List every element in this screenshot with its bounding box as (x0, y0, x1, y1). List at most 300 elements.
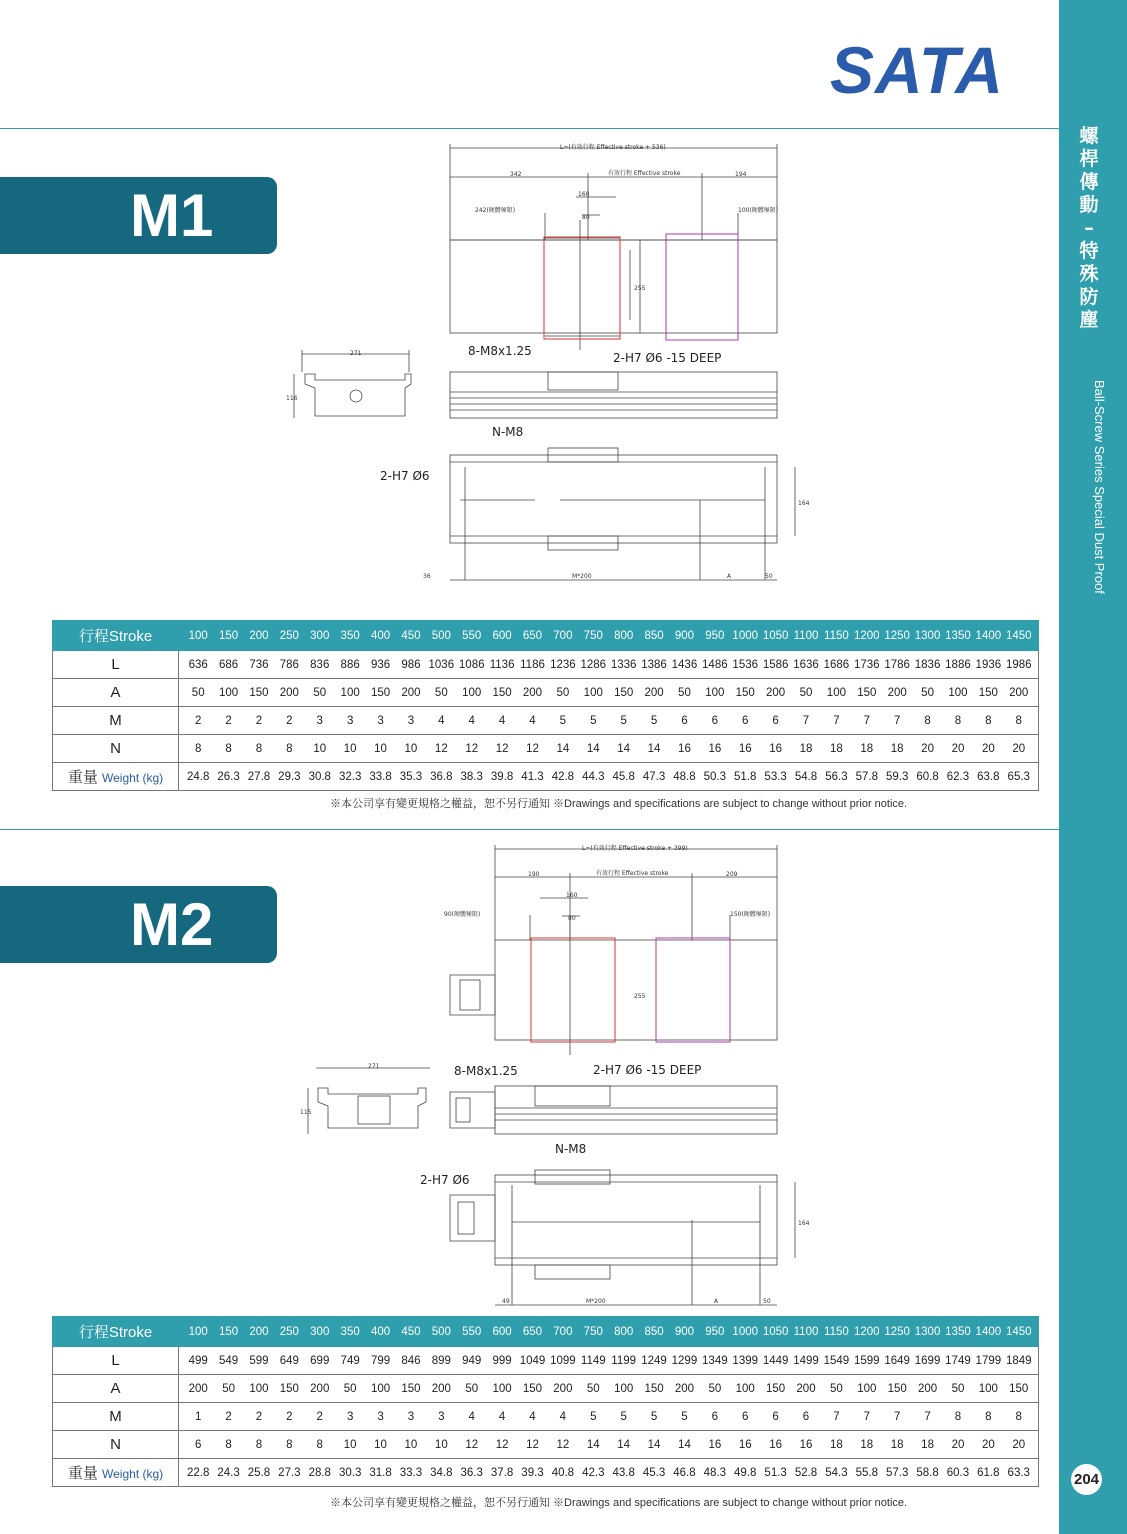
table-row (53, 1431, 1039, 1459)
table-cell: 846 (401, 1354, 421, 1367)
table-cell: 1586 (762, 658, 789, 671)
table-cell: 16 (738, 742, 752, 755)
table-cell: 950 (705, 1325, 725, 1338)
table-cell: 7 (863, 714, 870, 727)
table-cell: 150 (249, 686, 269, 699)
table-cell: 53.3 (764, 770, 787, 783)
table-cell: 8 (255, 742, 263, 755)
dim-80: 80 (582, 214, 590, 221)
table-cell: 1 (194, 1410, 202, 1423)
table-cell: 52.8 (794, 1466, 818, 1479)
table-cell: 30.3 (338, 1466, 362, 1479)
table-row (53, 679, 1039, 707)
dim-50: 50 (765, 573, 773, 580)
row-label: N (53, 735, 179, 763)
table-cell: 200 (188, 1382, 208, 1395)
table-cell: 750 (583, 1325, 603, 1338)
page-number: 204 (1071, 1464, 1102, 1495)
dim-80: 80 (568, 915, 576, 922)
table-cell: 50 (343, 1382, 357, 1395)
table-cell: 5 (590, 1410, 597, 1423)
table-cell: 4 (438, 714, 445, 727)
row-values (183, 1383, 1034, 1395)
table-cell: 18 (860, 742, 874, 755)
dim-stroke-label: 有效行程 Effective stroke (608, 170, 681, 177)
table-cell: 100 (462, 686, 482, 699)
table-cell: 1636 (793, 658, 819, 671)
table-cell: 1450 (1005, 629, 1032, 642)
table-cell: 4 (529, 714, 536, 727)
table-cell: 200 (431, 1382, 451, 1395)
table-cell: 20 (981, 1438, 995, 1451)
dim-255: 255 (634, 285, 646, 292)
table-cell: 1100 (793, 629, 819, 642)
sidebar-char: 防 (1079, 286, 1099, 308)
table-cell: 350 (340, 1325, 360, 1338)
table-cell: 150 (401, 1382, 421, 1395)
m1-spec-table (52, 620, 1039, 791)
m2-spec-table (52, 1316, 1039, 1487)
table-cell: 1236 (550, 658, 576, 671)
table-cell: 1300 (914, 629, 941, 642)
row-values (183, 715, 1034, 727)
table-cell: 150 (279, 1382, 299, 1395)
table-cell: 12 (434, 742, 448, 755)
table-cell: 20 (921, 742, 934, 755)
row-label: L (53, 1347, 179, 1375)
table-cell: 63.8 (977, 770, 1000, 783)
table-cell: 499 (188, 1354, 208, 1367)
table-cell: 6 (742, 1410, 749, 1423)
table-cell: 100 (978, 1382, 998, 1395)
table-cell: 6 (802, 1410, 810, 1423)
table-cell: 12 (526, 1438, 539, 1451)
table-cell: 3 (346, 1410, 354, 1423)
row-label: M (53, 707, 179, 735)
table-cell: 8 (954, 714, 962, 727)
table-cell: 18 (860, 1438, 874, 1451)
table-cell: 50 (434, 686, 448, 699)
table-cell: 1200 (853, 629, 880, 642)
table-cell: 50 (708, 1382, 722, 1395)
table-cell: 16 (769, 742, 783, 755)
table-cell: 55.8 (855, 1466, 878, 1479)
table-cell: 39.8 (490, 770, 514, 783)
table-cell: 100 (188, 1325, 208, 1338)
table-row (53, 1459, 1039, 1487)
table-cell: 50 (799, 686, 813, 699)
dim-90: 90(硬體極限) (444, 911, 481, 918)
table-cell: 1099 (550, 1354, 576, 1367)
table-cell: 10 (374, 742, 387, 755)
table-cell: 18 (830, 742, 843, 755)
table-cell: 6 (194, 1438, 202, 1451)
table-cell: 1399 (732, 1354, 759, 1367)
table-cell: 6 (711, 1410, 719, 1423)
table-cell: 1449 (762, 1354, 789, 1367)
table-cell: 800 (614, 629, 634, 642)
callout-n-m8: N-M8 (492, 425, 524, 439)
table-cell: 200 (279, 686, 299, 699)
dim-150: 150(硬體極限) (730, 911, 771, 918)
table-cell: 8 (924, 714, 931, 727)
table-cell: 14 (647, 1438, 661, 1451)
table-cell: 5 (650, 714, 658, 727)
table-header-row (53, 621, 1039, 651)
table-cell: 28.8 (308, 1466, 331, 1479)
table-cell: 5 (620, 1410, 627, 1423)
dim-164: 164 (798, 500, 810, 507)
disclaimer-note: ※本公司享有變更規格之權益，恕不另行通知 ※Drawings and specifications are subject to change without prior notice. (330, 1497, 908, 1509)
table-cell: 8 (1015, 1410, 1022, 1423)
table-cell: 18 (799, 742, 813, 755)
table-cell: 51.8 (734, 770, 757, 783)
dim-m200: M*200 (572, 573, 592, 580)
sidebar (1059, 0, 1127, 1534)
table-cell: 8 (194, 742, 202, 755)
section-divider (0, 829, 1059, 830)
row-values (183, 1355, 1034, 1367)
table-cell: 54.8 (794, 770, 818, 783)
table-cell: 49.8 (734, 1466, 757, 1479)
table-cell: 1150 (824, 629, 849, 642)
table-cell: 1136 (489, 658, 515, 671)
table-cell: 7 (893, 1410, 901, 1423)
sidebar-char: – (1084, 217, 1094, 239)
table-cell: 50 (830, 1382, 843, 1395)
table-cell: 1149 (580, 1354, 606, 1367)
table-cell: 100 (826, 686, 846, 699)
table-cell: 60.3 (946, 1466, 970, 1479)
table-cell: 1736 (853, 658, 880, 671)
table-cell: 59.3 (885, 770, 909, 783)
table-cell: 2 (286, 714, 293, 727)
table-cell: 400 (370, 1325, 391, 1338)
table-cell: 1336 (610, 658, 637, 671)
sidebar-char: 螺 (1079, 125, 1099, 147)
table-cell: 4 (468, 1410, 475, 1423)
table-cell: 400 (370, 629, 391, 642)
table-cell: 63.3 (1007, 1466, 1030, 1479)
table-cell: 24.3 (217, 1466, 240, 1479)
table-cell: 1299 (671, 1354, 698, 1367)
table-cell: 150 (766, 1382, 786, 1395)
table-cell: 1486 (702, 658, 728, 671)
dim-190: 190 (528, 871, 540, 878)
table-cell: 10 (404, 1438, 418, 1451)
table-cell: 300 (310, 1325, 330, 1338)
table-cell: 200 (766, 686, 786, 699)
table-cell: 7 (863, 1410, 870, 1423)
table-cell: 36.8 (430, 770, 453, 783)
table-cell: 42.3 (582, 1466, 605, 1479)
table-cell: 700 (553, 1325, 573, 1338)
table-cell: 33.8 (369, 770, 392, 783)
table-cell: 150 (1009, 1382, 1029, 1395)
table-cell: 65.3 (1007, 770, 1030, 783)
table-cell: 549 (218, 1354, 239, 1367)
table-cell: 100 (583, 686, 603, 699)
table-cell: 3 (438, 1410, 445, 1423)
table-cell: 41.3 (521, 770, 544, 783)
table-cell: 16 (769, 1438, 783, 1451)
table-cell: 450 (401, 629, 421, 642)
table-cell: 886 (340, 658, 360, 671)
table-cell: 1849 (1005, 1354, 1032, 1367)
table-cell: 1250 (884, 1325, 910, 1338)
table-cell: 3 (407, 1410, 415, 1423)
table-cell: 7 (802, 714, 810, 727)
table-cell: 38.3 (460, 770, 483, 783)
weight-label-cn: 重量 (67, 769, 98, 786)
m2-technical-drawing (280, 840, 820, 1310)
table-cell: 3 (316, 714, 323, 727)
sidebar-char: 桿 (1079, 148, 1099, 170)
table-row (53, 651, 1039, 679)
table-cell: 12 (465, 1438, 479, 1451)
table-cell: 22.8 (187, 1466, 210, 1479)
table-cell: 18 (921, 1438, 934, 1451)
table-cell: 8 (1015, 714, 1022, 727)
table-cell: 300 (310, 629, 330, 642)
table-cell: 700 (553, 629, 573, 642)
table-cell: 1200 (853, 1325, 880, 1338)
row-values (183, 1411, 1034, 1423)
table-cell: 600 (492, 629, 512, 642)
row-label: M (53, 1403, 179, 1431)
dim-100: 100(硬體極限) (738, 207, 779, 214)
table-cell: 999 (492, 1354, 512, 1367)
table-cell: 10 (374, 1438, 387, 1451)
table-cell: 4 (529, 1410, 536, 1423)
table-cell: 100 (857, 1382, 877, 1395)
model-tab-m1: M1 (0, 177, 277, 254)
table-cell: 1786 (884, 658, 910, 671)
weight-label-en: Weight (kg) (102, 771, 164, 785)
table-cell: 699 (310, 1354, 330, 1367)
table-cell: 1049 (519, 1354, 546, 1367)
table-cell: 200 (249, 1325, 269, 1338)
table-cell: 12 (556, 1438, 570, 1451)
table-cell: 62.3 (946, 770, 970, 783)
table-cell: 550 (462, 1325, 482, 1338)
table-cell: 500 (431, 629, 451, 642)
table-cell: 34.8 (430, 1466, 453, 1479)
table-cell: 16 (799, 1438, 813, 1451)
table-cell: 200 (401, 686, 421, 699)
row-label: A (53, 1375, 179, 1403)
table-cell: 20 (951, 742, 965, 755)
dim-m200: M*200 (586, 1298, 606, 1305)
table-cell: 4 (498, 714, 506, 727)
sidebar-char: 動 (1079, 194, 1099, 216)
table-cell: 1250 (884, 629, 910, 642)
table-cell: 750 (583, 629, 603, 642)
table-cell: 7 (833, 1410, 840, 1423)
table-cell: 1249 (641, 1354, 667, 1367)
dim-271: 271 (350, 350, 362, 357)
table-cell: 5 (650, 1410, 658, 1423)
table-cell: 1536 (732, 658, 759, 671)
table-cell: 27.8 (247, 770, 271, 783)
table-cell: 6 (681, 714, 688, 727)
table-cell: 200 (249, 629, 269, 642)
row-label: A (53, 679, 179, 707)
row-values (183, 743, 1034, 755)
dim-194: 194 (735, 171, 747, 178)
table-cell: 949 (462, 1354, 482, 1367)
table-cell: 2 (255, 1410, 263, 1423)
table-cell: 12 (465, 742, 479, 755)
table-cell: 200 (1009, 686, 1029, 699)
table-cell: 500 (431, 1325, 451, 1338)
table-cell: 50 (556, 686, 570, 699)
table-cell: 2 (225, 1410, 232, 1423)
table-cell: 12 (495, 1438, 509, 1451)
table-cell: 686 (218, 658, 239, 671)
table-cell: 1349 (702, 1354, 728, 1367)
table-row (53, 1403, 1039, 1431)
table-cell: 100 (735, 1382, 755, 1395)
table-cell: 100 (370, 1382, 391, 1395)
table-cell: 8 (985, 714, 992, 727)
table-cell: 2 (286, 1410, 293, 1423)
table-cell: 836 (310, 658, 330, 671)
table-cell: 636 (188, 658, 208, 671)
table-cell: 1086 (458, 658, 485, 671)
table-cell: 50.3 (703, 770, 727, 783)
table-cell: 5 (590, 714, 597, 727)
table-cell: 900 (674, 629, 695, 642)
table-cell: 1036 (428, 658, 455, 671)
stroke-header: 行程Stroke (53, 621, 179, 651)
sidebar-title-cn (1059, 125, 1119, 332)
callout-n-m8: N-M8 (555, 1142, 587, 1156)
table-cell: 4 (559, 1410, 567, 1423)
table-cell: 1050 (762, 1325, 789, 1338)
table-cell: 7 (893, 714, 901, 727)
table-cell: 16 (678, 742, 691, 755)
table-cell: 1286 (580, 658, 607, 671)
table-cell: 60.8 (916, 770, 939, 783)
table-cell: 6 (772, 714, 779, 727)
table-cell: 150 (614, 686, 634, 699)
table-cell: 1050 (762, 629, 789, 642)
table-cell: 150 (218, 1325, 239, 1338)
table-cell: 1450 (1005, 1325, 1032, 1338)
table-cell: 100 (492, 1382, 512, 1395)
table-cell: 8 (286, 742, 293, 755)
table-cell: 100 (705, 686, 725, 699)
table-header-row (53, 1317, 1039, 1347)
dim-160: 160 (566, 892, 578, 899)
table-cell: 1699 (914, 1354, 941, 1367)
table-cell: 100 (249, 1382, 269, 1395)
table-cell: 3 (407, 714, 415, 727)
table-cell: 50 (313, 686, 327, 699)
table-cell: 8 (255, 1438, 263, 1451)
table-cell: 48.3 (703, 1466, 727, 1479)
table-cell: 12 (526, 742, 539, 755)
table-cell: 20 (981, 742, 995, 755)
table-cell: 986 (401, 658, 421, 671)
table-cell: 43.8 (612, 1466, 635, 1479)
table-cell: 1649 (884, 1354, 910, 1367)
table-cell: 899 (431, 1354, 451, 1367)
row-label: L (53, 651, 179, 679)
table-cell: 1836 (914, 658, 941, 671)
table-cell: 37.8 (490, 1466, 514, 1479)
table-cell: 25.8 (247, 1466, 271, 1479)
sidebar-char: 特 (1079, 240, 1099, 262)
row-values (183, 1439, 1034, 1451)
table-cell: 1936 (975, 658, 1002, 671)
table-cell: 599 (249, 1354, 269, 1367)
table-cell: 1986 (1005, 658, 1032, 671)
row-label: N (53, 1431, 179, 1459)
disclaimer-note: ※本公司享有變更規格之權益，恕不另行通知 ※Drawings and specifications are subject to change without prior notice. (330, 798, 908, 810)
table-cell: 10 (404, 742, 418, 755)
table-cell: 14 (556, 742, 570, 755)
table-cell: 936 (370, 658, 391, 671)
weight-label-cn: 重量 (67, 1465, 98, 1482)
table-cell: 150 (644, 1382, 664, 1395)
table-cell: 150 (218, 629, 239, 642)
table-cell: 100 (340, 686, 360, 699)
table-cell: 5 (620, 714, 627, 727)
table-cell: 150 (522, 1382, 543, 1395)
table-cell: 6 (772, 1410, 779, 1423)
table-cell: 39.3 (521, 1466, 544, 1479)
table-cell: 26.3 (217, 770, 240, 783)
dim-stroke-label: 有效行程 Effective stroke (596, 870, 669, 877)
weight-label (53, 763, 179, 791)
table-cell: 24.8 (187, 770, 210, 783)
dim-164: 164 (798, 1220, 810, 1227)
table-cell: 6 (742, 714, 749, 727)
sata-logo: SATA (830, 33, 1004, 107)
m1-technical-drawing (280, 140, 820, 585)
table-cell: 54.3 (825, 1466, 848, 1479)
table-cell: 18 (890, 742, 904, 755)
table-cell: 749 (340, 1354, 360, 1367)
callout-h7-deep: 2-H7 Ø6 -15 DEEP (593, 1063, 702, 1077)
table-cell: 8 (225, 1438, 232, 1451)
model-tab-m2: M2 (0, 886, 277, 963)
table-cell: 1199 (611, 1354, 637, 1367)
table-cell: 150 (887, 1382, 907, 1395)
table-cell: 1886 (945, 658, 971, 671)
table-cell: 1350 (945, 1325, 971, 1338)
table-cell: 1599 (853, 1354, 880, 1367)
dim-160: 160 (578, 191, 590, 198)
callout-h7: 2-H7 Ø6 (420, 1173, 470, 1187)
table-cell: 200 (522, 686, 543, 699)
table-cell: 14 (647, 742, 661, 755)
table-cell: 48.8 (673, 770, 696, 783)
table-cell: 2 (225, 714, 232, 727)
table-cell: 100 (948, 686, 968, 699)
dim-a: A (727, 573, 732, 580)
table-cell: 32.3 (338, 770, 362, 783)
table-cell: 16 (708, 742, 722, 755)
stroke-values (183, 1326, 1034, 1338)
table-cell: 2 (194, 714, 202, 727)
table-cell: 14 (617, 742, 631, 755)
dim-length-label: L=(有效行程 Effective stroke + 536) (560, 144, 666, 151)
table-cell: 18 (830, 1438, 843, 1451)
table-cell: 58.8 (916, 1466, 939, 1479)
